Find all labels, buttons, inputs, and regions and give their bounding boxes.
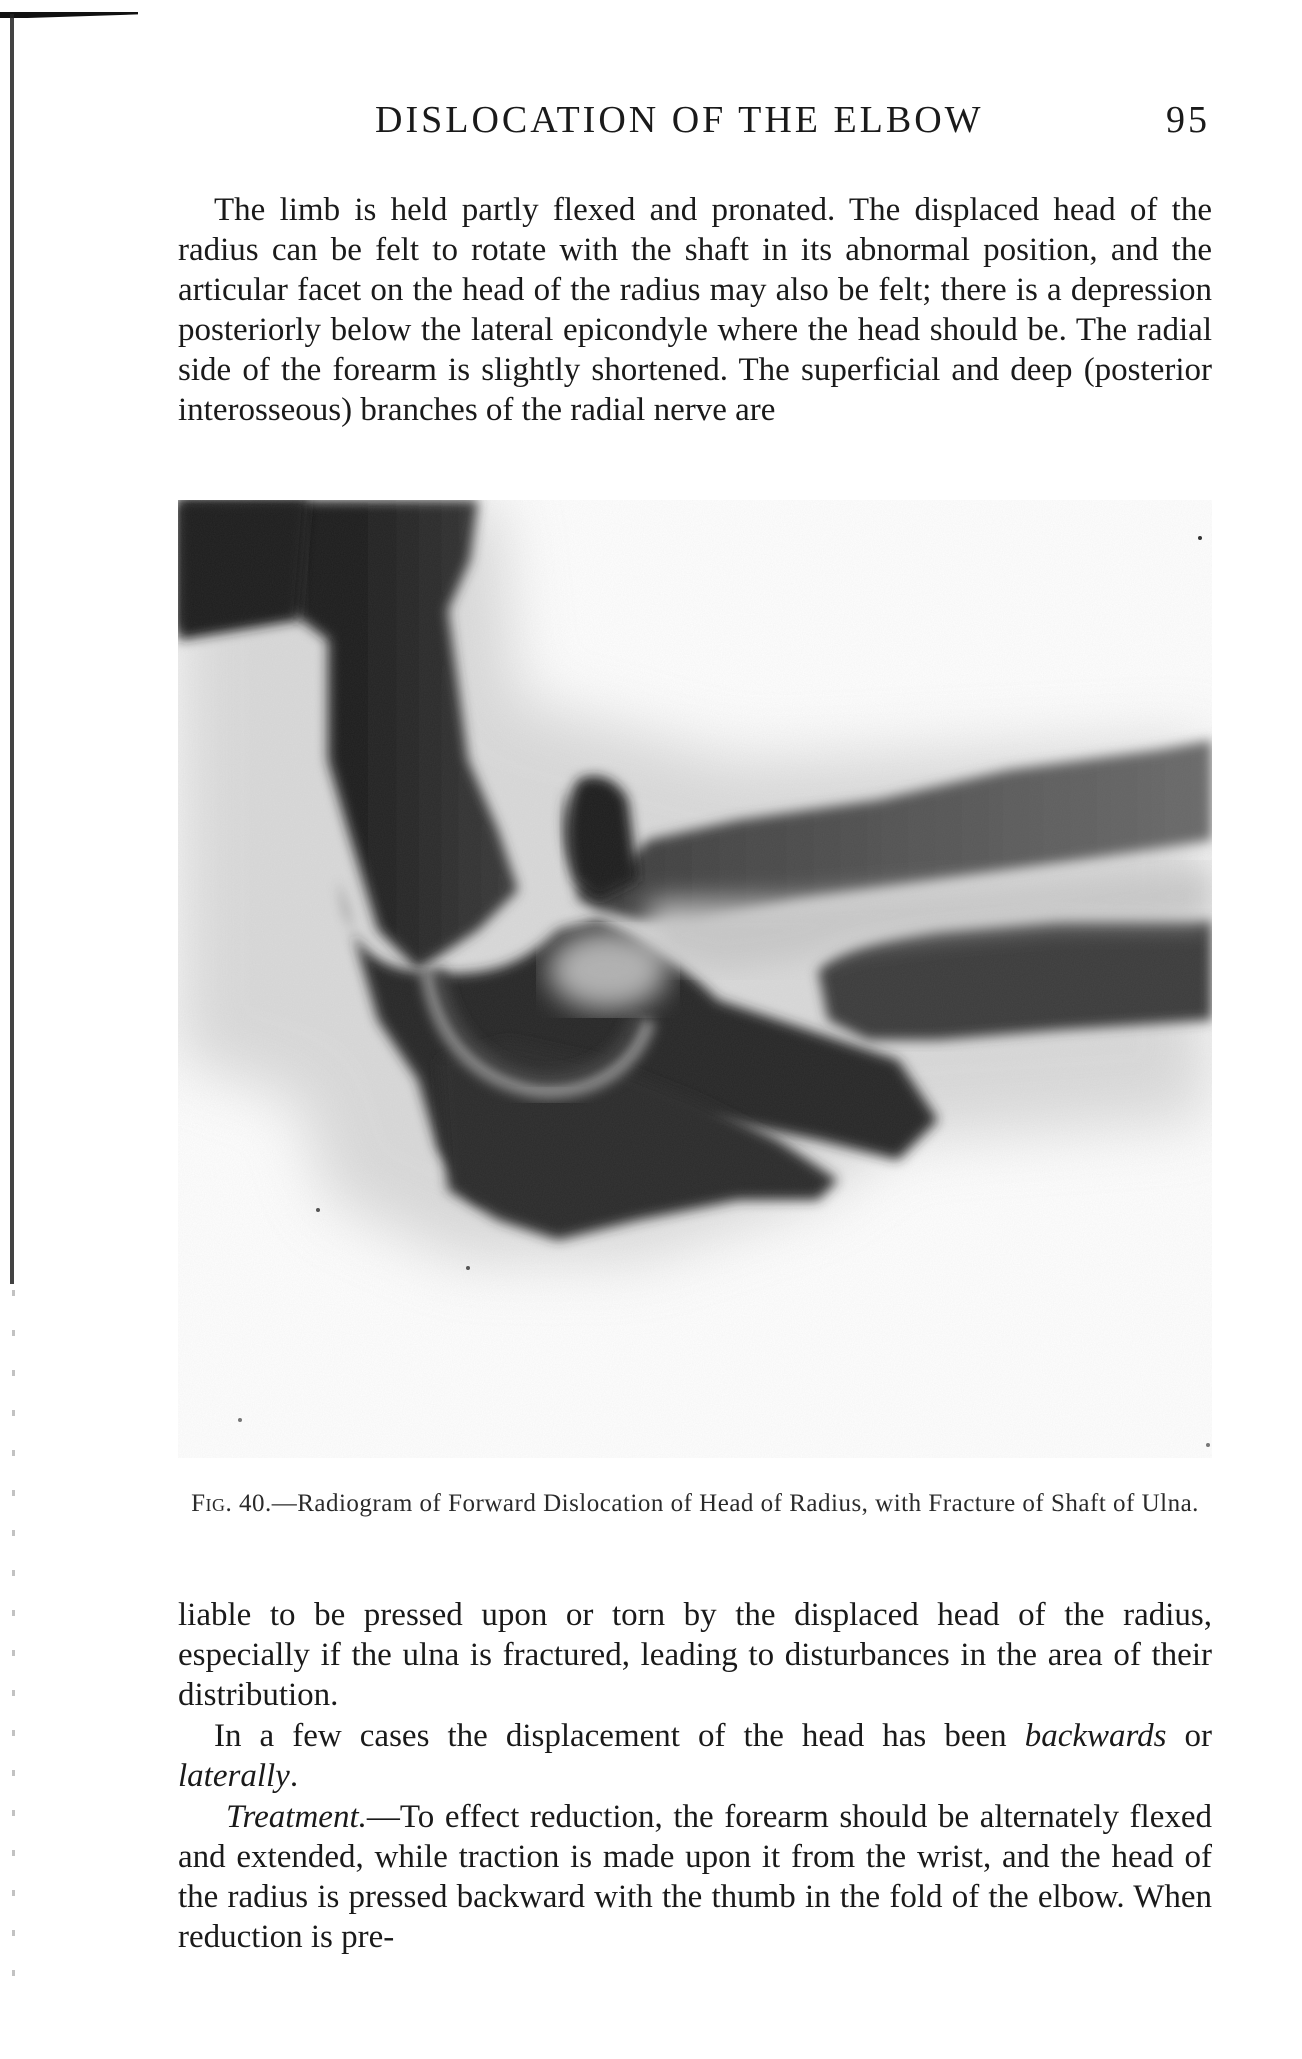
running-title: DISLOCATION OF THE ELBOW bbox=[375, 99, 984, 141]
few-cases-after: . bbox=[289, 1758, 299, 1794]
film-speck bbox=[238, 1418, 242, 1422]
paragraph-treatment bbox=[178, 1797, 1212, 1957]
few-cases-backwards: backwards bbox=[1024, 1718, 1167, 1754]
few-cases-before: In a few cases the displacement of the head has been bbox=[214, 1718, 1025, 1754]
page-number: 95 bbox=[1166, 99, 1210, 141]
film-speck bbox=[466, 1266, 470, 1270]
paragraph-intro: The limb is held partly flexed and pronated. The displaced head of the radius can be felt to rotate with the shaft in its abnormal position, and the articular facet on the head of the radius may also be felt; there is a depression posteriorly below the lateral epicondyle where the head should be. The radial side of the forearm is slightly shortened. The superficial and deep (posterior interosseous) branches of the radial nerve are bbox=[178, 192, 1212, 428]
film-speck bbox=[316, 1208, 320, 1212]
few-cases-middle: or bbox=[1166, 1718, 1213, 1754]
figure-caption-text: —Radiogram of Forward Dislocation of Head of Radius, with Fracture of Shaft of Ulna. bbox=[271, 1490, 1199, 1517]
figure-caption bbox=[178, 1488, 1212, 1520]
paragraph-few-cases bbox=[178, 1716, 1212, 1796]
film-speck bbox=[1206, 1443, 1210, 1447]
treatment-text: —To effect reduction, the forearm should be alternately flexed and extended, while traction is made upon it from the wrist, and the head of the radius is pressed backward with the thumb in the fold of the elbow. When reduction is pre- bbox=[178, 1799, 1212, 1955]
running-head bbox=[180, 98, 1210, 148]
scan-edge-left bbox=[10, 14, 14, 1284]
radiogram-figure bbox=[178, 500, 1212, 1458]
few-cases-laterally: laterally bbox=[178, 1758, 290, 1794]
scan-edge-top bbox=[0, 12, 138, 18]
film-speck bbox=[1198, 536, 1202, 540]
film-grain bbox=[178, 500, 1212, 1458]
scan-edge-dots bbox=[12, 1290, 15, 1990]
paragraph-continued: liable to be pressed upon or torn by the displaced head of the radius, especially if the ulna is fractured, leading to disturbances in the area of their distribution. bbox=[178, 1597, 1212, 1713]
treatment-heading: Treatment. bbox=[226, 1799, 367, 1835]
figure-label: Fig. 40. bbox=[191, 1490, 272, 1517]
radiogram-image bbox=[178, 500, 1212, 1458]
